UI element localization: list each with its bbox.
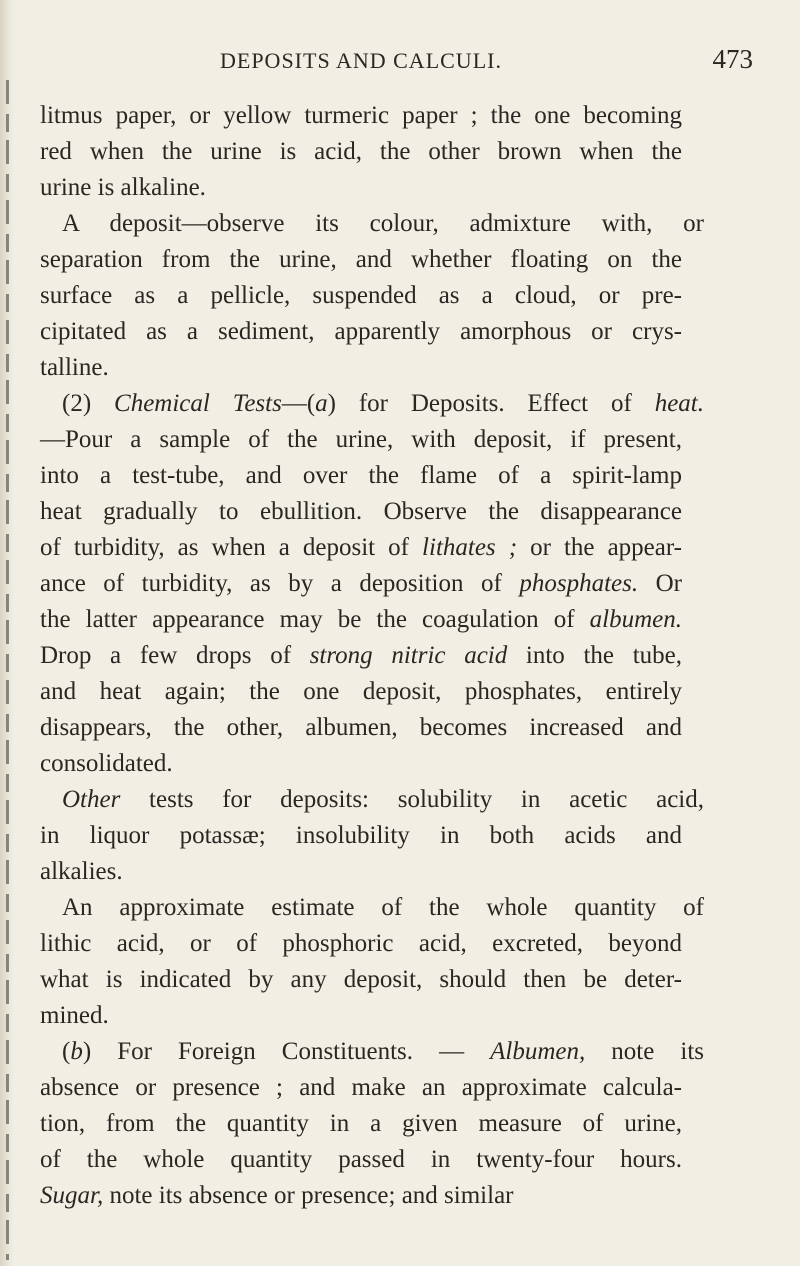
text-line (40, 746, 173, 782)
text-run: tion, from the quantity in a given measure of urine, (40, 1110, 682, 1137)
text-run: mined. (40, 1002, 109, 1029)
text-run: into the tube, (507, 642, 682, 669)
text-line (40, 134, 682, 170)
text-run: Drop a few drops of (40, 642, 310, 669)
italic-phrase: phosphates. (519, 570, 639, 597)
text-run: or the appear- (517, 534, 683, 561)
text-run: of turbidity, as when a deposit of (40, 534, 423, 561)
text-run: litmus paper, or yellow turmeric paper ; the one becoming (40, 102, 682, 129)
italic-phrase: a (315, 390, 328, 417)
text-line (40, 350, 109, 386)
text-run: ) For Foreign Constituents. — (82, 1038, 491, 1065)
text-line (40, 1142, 682, 1178)
text-run: in liquor potassæ; insolubility in both acids and (40, 822, 682, 849)
text-line (40, 1178, 514, 1214)
text-line (40, 494, 682, 530)
text-line (40, 1106, 682, 1142)
italic-phrase: Other (62, 786, 121, 813)
text-run: what is indicated by any deposit, should then be deter- (40, 966, 682, 993)
page-gutter-shadow (0, 0, 14, 1266)
italic-phrase: Albumen, (490, 1038, 586, 1065)
text-run: surface as a pellicle, suspended as a cloud, or pre- (40, 282, 682, 309)
text-line (62, 386, 704, 422)
text-line (40, 602, 682, 638)
text-line (40, 170, 206, 206)
text-run: ( (62, 1038, 71, 1065)
italic-phrase: b (70, 1038, 83, 1065)
text-run: disappears, the other, albumen, becomes increased and (40, 714, 682, 741)
text-run: talline. (40, 354, 109, 381)
italic-phrase: heat. (654, 390, 704, 417)
text-run: absence or presence ; and make an approximate calcula- (40, 1074, 682, 1101)
page-header (40, 40, 760, 80)
italic-phrase: albumen. (589, 606, 682, 633)
text-run: note its absence or presence; and similar (103, 1182, 514, 1209)
text-run: lithic acid, or of phosphoric acid, excreted, beyond (40, 930, 682, 957)
text-line (40, 710, 682, 746)
text-run: ) for Deposits. Effect of (327, 390, 655, 417)
text-line (40, 1070, 682, 1106)
text-run: ance of turbidity, as by a deposition of (40, 570, 520, 597)
text-run: An approximate estimate of the whole quantity of (62, 894, 704, 921)
text-run: tests for deposits: solubility in acetic acid, (120, 786, 704, 813)
text-line (40, 242, 682, 278)
text-line (62, 1034, 704, 1070)
text-run: the latter appearance may be the coagulation of (40, 606, 590, 633)
text-run: A deposit—observe its colour, admixture with, or (62, 210, 704, 237)
text-line (40, 926, 682, 962)
text-run: cipitated as a sediment, apparently amorphous or crys- (40, 318, 682, 345)
text-run: of the whole quantity passed in twenty-four hours. (40, 1146, 682, 1173)
text-line (40, 962, 682, 998)
text-run: Or (638, 570, 682, 597)
text-run: —Pour a sample of the urine, with deposit, if present, (40, 426, 682, 453)
running-head: DEPOSITS AND CALCULI. (220, 48, 502, 73)
text-line (40, 818, 682, 854)
text-run: —( (281, 390, 316, 417)
text-line (62, 206, 704, 242)
italic-phrase: strong nitric acid (309, 642, 508, 669)
italic-phrase: Chemical Tests (114, 390, 282, 417)
text-line (40, 638, 682, 674)
text-line (40, 998, 109, 1034)
text-run: alkalies. (40, 858, 123, 885)
text-line (40, 674, 682, 710)
text-line (40, 458, 682, 494)
text-line (62, 890, 704, 926)
text-run: heat gradually to ebullition. Observe the disappearance (40, 498, 682, 525)
text-line (40, 530, 682, 566)
text-run: red when the urine is acid, the other brown when the (40, 138, 682, 165)
text-run: (2) (62, 390, 115, 417)
text-run: and heat again; the one deposit, phosphates, entirely (40, 678, 682, 705)
text-line (40, 422, 682, 458)
text-run: into a test-tube, and over the flame of a spirit-lamp (40, 462, 682, 489)
text-line (40, 98, 682, 134)
text-run: urine is alkaline. (40, 174, 206, 201)
page-number: 473 (712, 44, 753, 74)
text-line (40, 314, 682, 350)
italic-phrase: lithates ; (422, 534, 518, 561)
text-line (62, 782, 704, 818)
text-run: separation from the urine, and whether floating on the (40, 246, 682, 273)
italic-phrase: Sugar, (40, 1182, 104, 1209)
text-line (40, 566, 682, 602)
text-line (40, 854, 123, 890)
binding-edge (6, 80, 9, 1260)
text-run: consolidated. (40, 750, 173, 777)
text-run: note its (585, 1038, 704, 1065)
text-line (40, 278, 682, 314)
